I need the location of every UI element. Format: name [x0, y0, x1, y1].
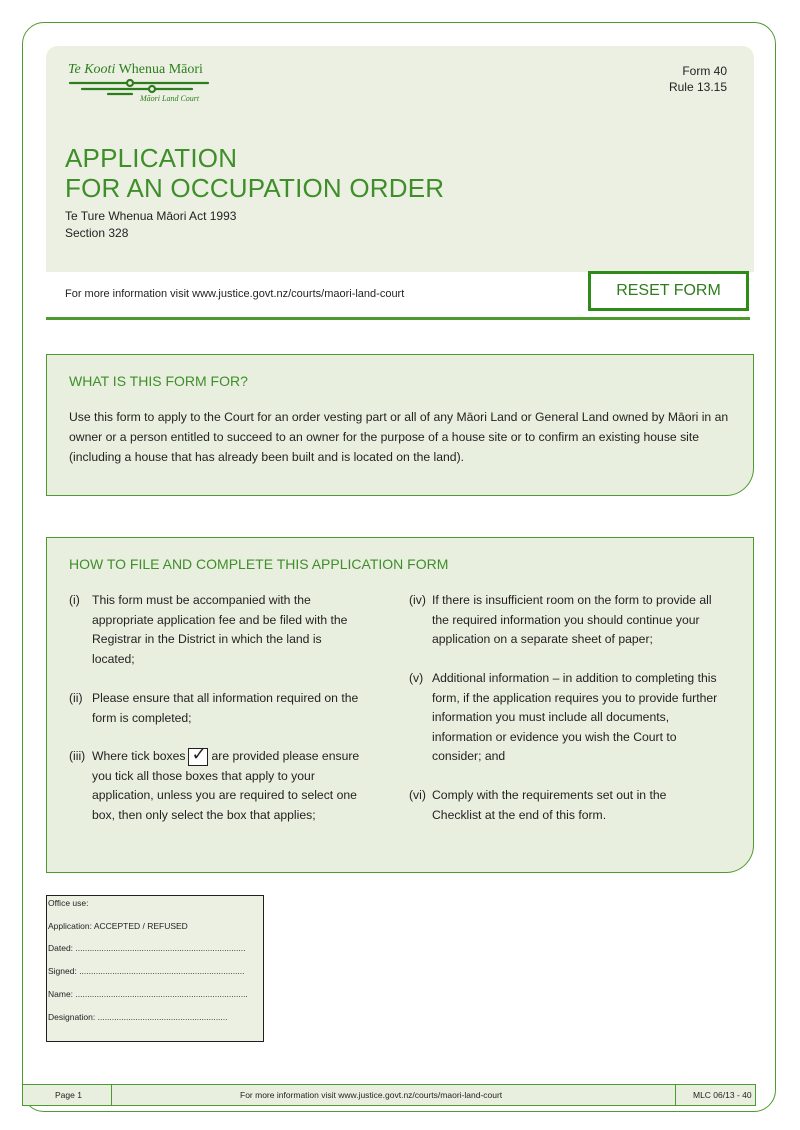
- office-application-status: Application: ACCEPTED / REFUSED: [48, 921, 188, 931]
- footer-page-number: Page 1: [55, 1090, 82, 1100]
- logo-text: [68, 62, 203, 78]
- how-to-file-panel: [46, 537, 754, 873]
- list-item-number: (i): [69, 593, 80, 607]
- title-line-1: APPLICATION: [65, 143, 238, 173]
- list-item-number: (v): [409, 671, 424, 685]
- how-to-title: HOW TO FILE AND COMPLETE THIS APPLICATION FORM: [69, 556, 449, 572]
- list-item: [69, 591, 359, 669]
- more-info-link: For more information visit www.justice.govt.nz/courts/maori-land-court: [65, 288, 405, 300]
- list-item-number: (ii): [69, 691, 83, 705]
- list-item: [69, 743, 379, 825]
- office-use-title: Office use:: [48, 898, 89, 908]
- list-item-number: (iii): [69, 749, 86, 763]
- act-reference: [65, 208, 236, 242]
- list-item: [69, 689, 379, 728]
- list-item: [409, 669, 719, 767]
- list-item: [409, 591, 719, 650]
- footer-form-code: MLC 06/13 - 40: [693, 1090, 752, 1100]
- page-title: [65, 143, 444, 203]
- logo-rest: Whenua Māori: [115, 62, 203, 77]
- form-number: Form 40: [682, 64, 727, 78]
- list-item-text: [92, 743, 379, 825]
- what-for-title: WHAT IS THIS FORM FOR?: [69, 373, 248, 389]
- footer-divider: [111, 1085, 112, 1105]
- tick-text-after: are provided please ensure you tick all those boxes that apply to your application, unless you are required to select one box, then only select the box that applies;: [92, 749, 360, 822]
- list-item-text: Please ensure that all information required on the form is completed;: [92, 691, 359, 725]
- act-section: Section 328: [65, 226, 129, 240]
- logo-italic: Te Kooti: [68, 62, 116, 77]
- office-signed: Signed: ......................................................................: [48, 966, 245, 976]
- list-item: [409, 786, 699, 825]
- tick-text-before: Where tick boxes: [92, 749, 186, 763]
- reset-form-button[interactable]: RESET FORM: [588, 271, 749, 311]
- office-designation: Designation: .......................................................: [48, 1012, 228, 1022]
- act-name: Te Ture Whenua Māori Act 1993: [65, 209, 237, 223]
- office-name: Name: .........................................................................: [48, 989, 248, 999]
- office-use-box: [46, 895, 264, 1042]
- form-number-block: [669, 63, 727, 95]
- list-item-number: (vi): [409, 788, 426, 802]
- rule-number: Rule 13.15: [668, 80, 727, 94]
- list-item-text: This form must be accompanied with the appropriate application fee and be filed with the Registrar in the District in which the land is located;: [92, 593, 348, 666]
- list-item-number: (iv): [409, 593, 426, 607]
- list-item-text: Comply with the requirements set out in the Checklist at the end of this form.: [432, 788, 667, 822]
- title-line-2: FOR AN OCCUPATION ORDER: [65, 173, 445, 203]
- what-for-text: Use this form to apply to the Court for an order vesting part or all of any Māori Land or General Land owned by Māori in an owner or a person entitled to succeed to an owner for the purpose of a house site or to confirm an existing house site (including a house that has already been built and is located on the land).: [69, 410, 729, 464]
- list-item-text: If there is insufficient room on the form to provide all the required information you should continue your application on a separate sheet of paper;: [432, 593, 712, 646]
- what-is-form-for-panel: [46, 354, 754, 496]
- example-tick-box: [188, 743, 208, 766]
- checkmark-icon: ✓: [191, 743, 207, 764]
- office-dated: Dated: ........................................................................: [48, 943, 246, 953]
- court-logo: [68, 62, 218, 108]
- footer-divider: [675, 1085, 676, 1105]
- footer-info: For more information visit www.justice.govt.nz/courts/maori-land-court: [240, 1090, 503, 1100]
- logo-subtitle: Māori Land Court: [140, 94, 200, 103]
- header-divider: [46, 317, 750, 320]
- list-item-text: Additional information – in addition to completing this form, if the application requires you to provide further information you must include all documents, information or evidence you wish the Court to consider; and: [432, 671, 718, 763]
- page-footer: [22, 1084, 756, 1106]
